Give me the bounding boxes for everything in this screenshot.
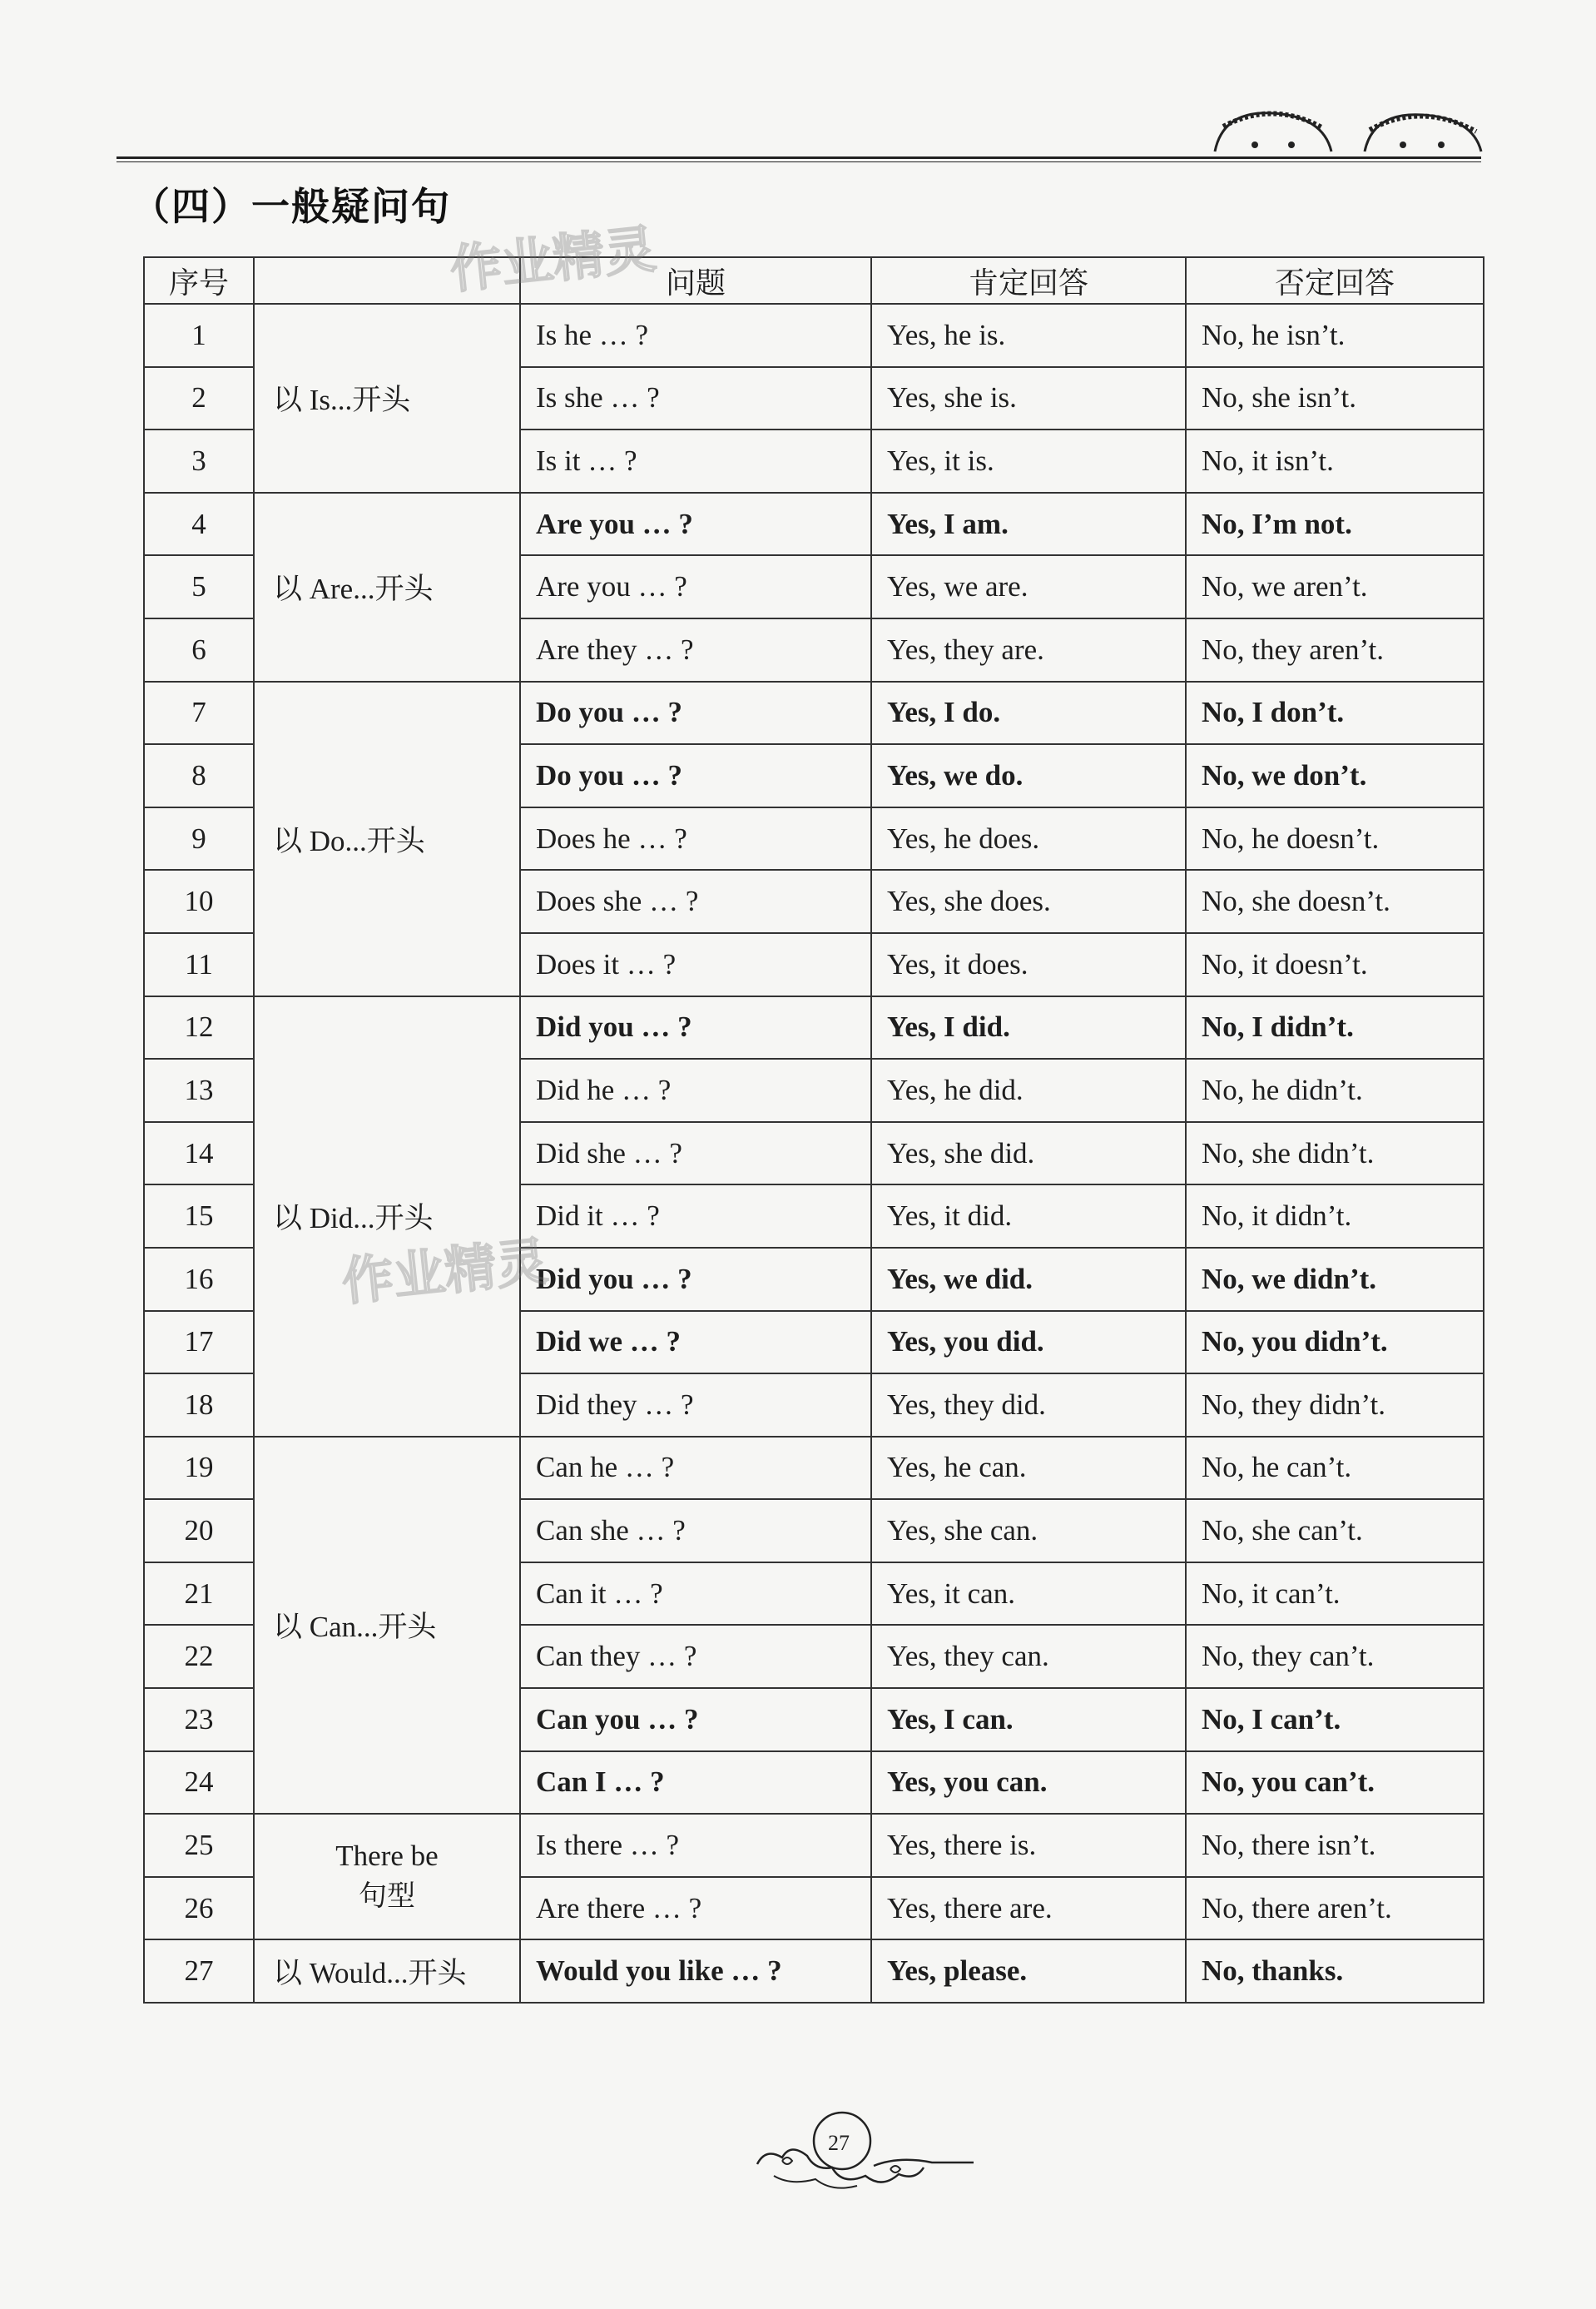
group-label-cell [254,1814,520,1939]
row-number: 13 [144,1059,254,1122]
negative-answer-cell: No, it isn’t. [1186,430,1484,493]
question-cell: Are there … ? [520,1877,871,1940]
question-cell: Can they … ? [520,1625,871,1688]
question-cell: Did you … ? [520,996,871,1060]
negative-answer-cell: No, it can’t. [1186,1562,1484,1626]
row-number: 18 [144,1373,254,1437]
affirmative-answer-cell: Yes, you can. [871,1751,1186,1815]
affirmative-answer-cell: Yes, they are. [871,618,1186,682]
question-cell: Can it … ? [520,1562,871,1626]
negative-answer-cell: No, she doesn’t. [1186,870,1484,933]
group-label-cell [254,682,520,996]
group-label-cell [254,1437,520,1815]
group-label-cell [254,304,520,493]
negative-answer-cell: No, I’m not. [1186,493,1484,556]
row-number: 3 [144,430,254,493]
group-label-sub: 句型 [359,1879,415,1914]
negative-answer-cell: No, you didn’t. [1186,1311,1484,1374]
negative-answer-cell: No, I can’t. [1186,1688,1484,1751]
row-number: 2 [144,367,254,430]
row-number: 25 [144,1814,254,1877]
cloud-ornament [749,2106,982,2197]
question-cell: Would you like … ? [520,1939,871,2003]
negative-answer-cell: No, I didn’t. [1186,996,1484,1060]
question-cell: Does he … ? [520,807,871,871]
question-cell: Is he … ? [520,304,871,367]
affirmative-answer-cell: Yes, you did. [871,1311,1186,1374]
question-cell: Are they … ? [520,618,871,682]
row-number: 27 [144,1939,254,2003]
row-number: 7 [144,682,254,745]
group-label: 以 Can...开头 [273,1611,437,1644]
row-number: 10 [144,870,254,933]
group-label: There be [335,1840,439,1873]
row-number: 24 [144,1751,254,1815]
negative-answer-cell: No, we didn’t. [1186,1248,1484,1311]
negative-answer-cell: No, it didn’t. [1186,1184,1484,1248]
row-number: 21 [144,1562,254,1626]
negative-answer-cell: No, they can’t. [1186,1625,1484,1688]
negative-answer-cell: No, you can’t. [1186,1751,1484,1815]
affirmative-answer-cell: Yes, we do. [871,744,1186,807]
row-number: 20 [144,1499,254,1562]
negative-answer-cell: No, he isn’t. [1186,304,1484,367]
negative-answer-cell: No, there isn’t. [1186,1814,1484,1877]
header-group [254,257,520,304]
question-cell: Did we … ? [520,1311,871,1374]
affirmative-answer-cell: Yes, he can. [871,1437,1186,1500]
header-yes: 肯定回答 [871,257,1186,304]
table-row [144,1939,1484,2003]
affirmative-answer-cell: Yes, I did. [871,996,1186,1060]
question-cell: Did she … ? [520,1122,871,1185]
row-number: 4 [144,493,254,556]
row-number: 8 [144,744,254,807]
question-cell: Are you … ? [520,493,871,556]
affirmative-answer-cell: Yes, she is. [871,367,1186,430]
table-row [144,996,1484,1060]
row-number: 9 [144,807,254,871]
affirmative-answer-cell: Yes, it did. [871,1184,1186,1248]
row-number: 22 [144,1625,254,1688]
question-cell: Is she … ? [520,367,871,430]
affirmative-answer-cell: Yes, it is. [871,430,1186,493]
group-label: 以 Are...开头 [273,573,434,606]
question-table [143,256,1484,2004]
header-rule [116,156,1481,162]
affirmative-answer-cell: Yes, we are. [871,555,1186,618]
table-row [144,1814,1484,1877]
affirmative-answer-cell: Yes, he is. [871,304,1186,367]
affirmative-answer-cell: Yes, she did. [871,1122,1186,1185]
negative-answer-cell: No, she didn’t. [1186,1122,1484,1185]
header-question: 问题 [520,257,871,304]
negative-answer-cell: No, he doesn’t. [1186,807,1484,871]
group-label-cell [254,996,520,1437]
question-cell: Does it … ? [520,933,871,996]
table-row [144,1437,1484,1500]
affirmative-answer-cell: Yes, they did. [871,1373,1186,1437]
row-number: 17 [144,1311,254,1374]
negative-answer-cell: No, it doesn’t. [1186,933,1484,996]
affirmative-answer-cell: Yes, please. [871,1939,1186,2003]
watermark: 作业精灵 [339,1230,551,1313]
row-number: 14 [144,1122,254,1185]
affirmative-answer-cell: Yes, she can. [871,1499,1186,1562]
affirmative-answer-cell: Yes, it does. [871,933,1186,996]
affirmative-answer-cell: Yes, I can. [871,1688,1186,1751]
group-label: 以 Do...开头 [273,824,425,857]
affirmative-answer-cell: Yes, he did. [871,1059,1186,1122]
question-cell: Is it … ? [520,430,871,493]
row-number: 12 [144,996,254,1060]
row-number: 11 [144,933,254,996]
group-label-cell [254,493,520,682]
row-number: 19 [144,1437,254,1500]
group-label: 以 Is...开头 [273,384,411,417]
affirmative-answer-cell: Yes, he does. [871,807,1186,871]
question-cell: Can she … ? [520,1499,871,1562]
group-label-cell [254,1939,520,2003]
affirmative-answer-cell: Yes, we did. [871,1248,1186,1311]
question-cell: Did you … ? [520,1248,871,1311]
affirmative-answer-cell: Yes, I do. [871,682,1186,745]
group-label: 以 Would...开头 [273,1957,467,1990]
row-number: 26 [144,1877,254,1940]
negative-answer-cell: No, she can’t. [1186,1499,1484,1562]
section-title: （四）一般疑问句 [131,184,451,229]
table-row [144,682,1484,745]
table-row [144,493,1484,556]
question-cell: Does she … ? [520,870,871,933]
negative-answer-cell: No, she isn’t. [1186,367,1484,430]
affirmative-answer-cell: Yes, there are. [871,1877,1186,1940]
question-cell: Did it … ? [520,1184,871,1248]
children-heads-illustration [1207,102,1489,160]
row-number: 15 [144,1184,254,1248]
negative-answer-cell: No, he can’t. [1186,1437,1484,1500]
question-cell: Did he … ? [520,1059,871,1122]
page-number: 27 [828,2131,850,2155]
affirmative-answer-cell: Yes, I am. [871,493,1186,556]
affirmative-answer-cell: Yes, it can. [871,1562,1186,1626]
negative-answer-cell: No, they didn’t. [1186,1373,1484,1437]
header-num: 序号 [144,257,254,304]
row-number: 5 [144,555,254,618]
negative-answer-cell: No, we don’t. [1186,744,1484,807]
negative-answer-cell: No, he didn’t. [1186,1059,1484,1122]
row-number: 6 [144,618,254,682]
negative-answer-cell: No, we aren’t. [1186,555,1484,618]
negative-answer-cell: No, there aren’t. [1186,1877,1484,1940]
negative-answer-cell: No, they aren’t. [1186,618,1484,682]
question-cell: Can you … ? [520,1688,871,1751]
affirmative-answer-cell: Yes, they can. [871,1625,1186,1688]
question-cell: Is there … ? [520,1814,871,1877]
row-number: 1 [144,304,254,367]
group-label: 以 Did...开头 [273,1202,434,1235]
row-number: 23 [144,1688,254,1751]
table-row [144,304,1484,367]
question-cell: Did they … ? [520,1373,871,1437]
question-cell: Do you … ? [520,744,871,807]
negative-answer-cell: No, thanks. [1186,1939,1484,2003]
table-body [144,304,1484,2003]
negative-answer-cell: No, I don’t. [1186,682,1484,745]
question-cell: Do you … ? [520,682,871,745]
question-cell: Can he … ? [520,1437,871,1500]
table-header-row [144,257,1484,304]
affirmative-answer-cell: Yes, there is. [871,1814,1186,1877]
question-cell: Are you … ? [520,555,871,618]
row-number: 16 [144,1248,254,1311]
header-no: 否定回答 [1186,257,1484,304]
question-cell: Can I … ? [520,1751,871,1815]
watermark: 作业精灵 [447,218,659,300]
affirmative-answer-cell: Yes, she does. [871,870,1186,933]
